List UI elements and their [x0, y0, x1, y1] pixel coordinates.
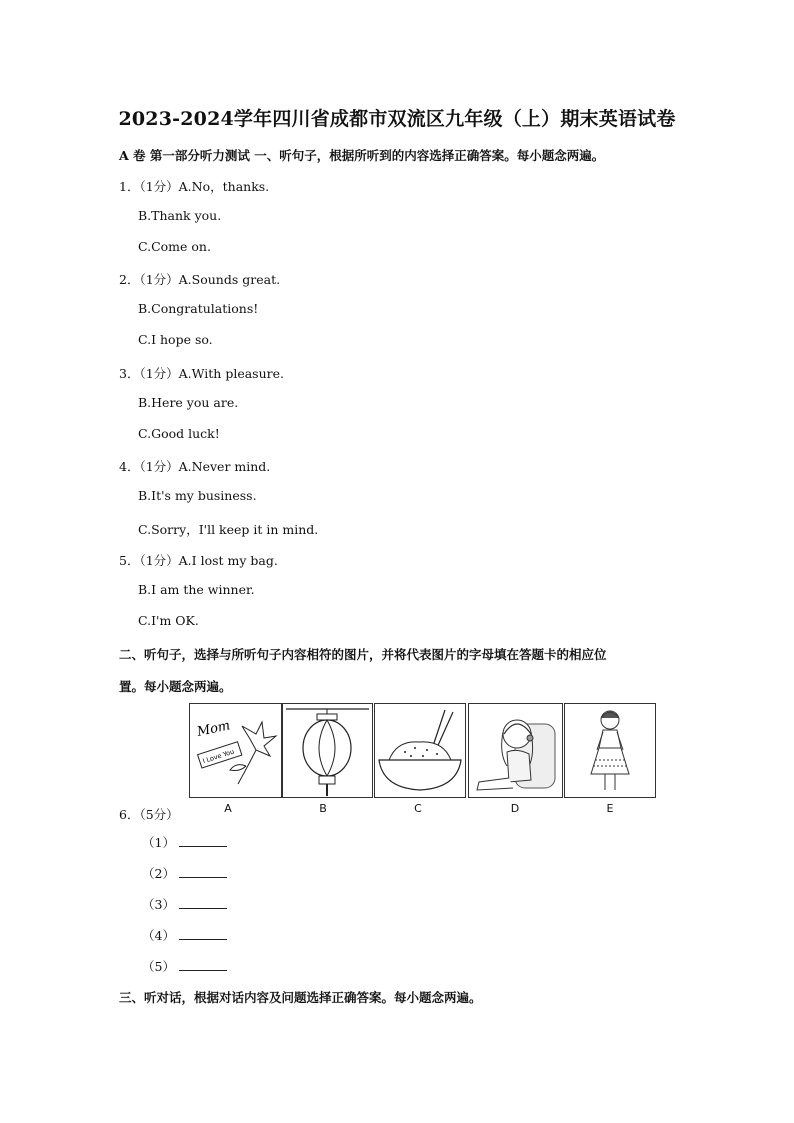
question-6-stem: 6．（5分） [119, 807, 179, 822]
question-5-option-c: C.I'm OK. [138, 613, 199, 628]
girl-headphones-icon [469, 704, 562, 797]
q6-item-5-label: （5） [142, 959, 175, 974]
picture-e-girl-dress [564, 703, 656, 798]
picture-c-rice-bowl [374, 703, 466, 798]
question-3-stem: 3．（1分）A.With pleasure. [119, 366, 284, 381]
question-3-option-c: C.Good luck! [138, 426, 220, 441]
card-text-bottom: I Love You [201, 747, 236, 766]
q6-item-4 [142, 926, 227, 944]
q6-item-5 [142, 957, 227, 975]
question-4-option-b: B.It's my business. [138, 488, 257, 503]
q6-item-1-label: （1） [142, 835, 175, 850]
question-4-stem: 4．（1分）A.Never mind. [119, 459, 271, 474]
answer-blank[interactable] [179, 835, 227, 847]
rice-bowl-icon [375, 704, 465, 797]
question-1-option-c: C.Come on. [138, 239, 211, 254]
question-1-stem: 1．（1分）A.No，thanks. [119, 179, 270, 194]
question-3-option-b: B.Here you are. [138, 395, 239, 410]
picture-label-c: C [414, 802, 422, 815]
section-two-heading-cont: 置。每小题念两遍。 [119, 679, 232, 694]
question-2-option-b: B.Congratulations! [138, 301, 259, 316]
picture-strip [189, 703, 656, 798]
question-2-option-c: C.I hope so. [138, 332, 213, 347]
card-flower-icon [190, 704, 281, 797]
section-two-heading: 二、听句子，选择与所听句子内容相符的图片，并将代表图片的字母填在答题卡的相应位 [119, 647, 607, 662]
question-5-stem: 5．（1分）A.I lost my bag. [119, 553, 278, 568]
page-title: 2023-2024学年四川省成都市双流区九年级（上）期末英语试卷 [118, 108, 676, 130]
q6-item-3 [142, 895, 227, 913]
q6-item-2-label: （2） [142, 866, 175, 881]
picture-label-a: A [224, 802, 232, 815]
girl-dress-icon [565, 704, 655, 797]
answer-blank[interactable] [179, 866, 227, 878]
question-5-option-b: B.I am the winner. [138, 582, 255, 597]
picture-label-e: E [606, 802, 614, 815]
picture-label-d: D [510, 802, 520, 815]
q6-item-2 [142, 864, 227, 882]
question-2-stem: 2．（1分）A.Sounds great. [119, 272, 281, 287]
card-text-top: Mom [195, 718, 232, 740]
answer-blank[interactable] [179, 959, 227, 971]
answer-blank[interactable] [179, 928, 227, 940]
section-three-heading: 三、听对话，根据对话内容及问题选择正确答案。每小题念两遍。 [119, 990, 482, 1005]
picture-a-card-flower [189, 703, 282, 798]
q6-item-4-label: （4） [142, 928, 175, 943]
lantern-icon [283, 704, 372, 797]
picture-label-b: B [319, 802, 327, 815]
section-a-heading: A 卷 第一部分听力测试 一、听句子，根据所听到的内容选择正确答案。每小题念两遍。 [119, 148, 605, 163]
q6-item-1 [142, 833, 227, 851]
picture-b-lantern [282, 703, 373, 798]
question-4-option-c: C.Sorry，I'll keep it in mind. [138, 522, 319, 537]
question-1-option-b: B.Thank you. [138, 208, 222, 223]
q6-item-3-label: （3） [142, 897, 175, 912]
picture-d-girl-listening [468, 703, 563, 798]
answer-blank[interactable] [179, 897, 227, 909]
